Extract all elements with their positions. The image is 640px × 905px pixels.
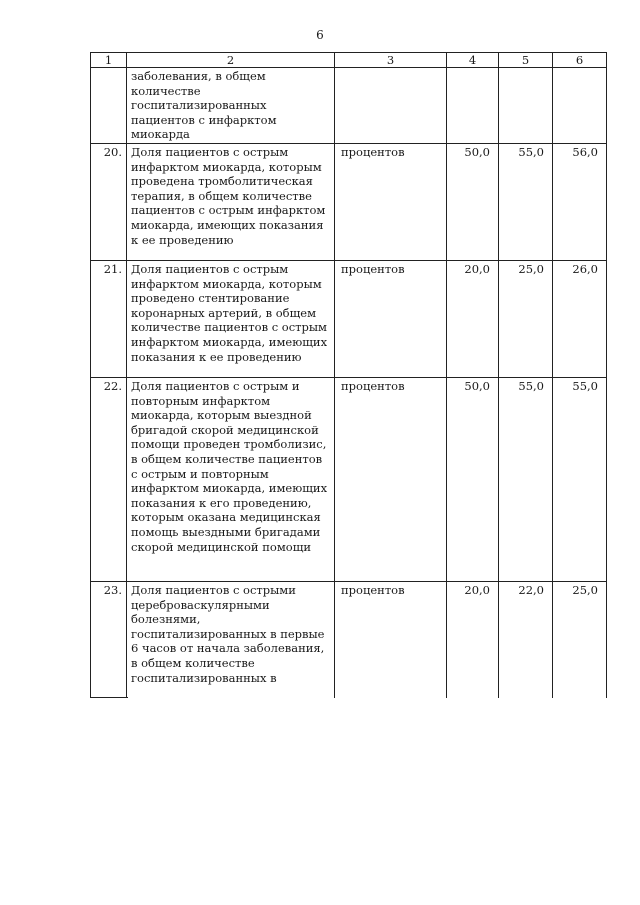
indicator-text: Доля пациентов с острым инфарктом миокарда, которым проведено стентирование коронарных артерий, в общем количестве пациентов с острым инфарктом миокарда, имеющих показания к ее проведению xyxy=(127,260,335,377)
unit-cell xyxy=(335,68,447,144)
indicator-text: Доля пациентов с острым инфарктом миокарда, которым проведена тромболитическая терапия, в общем количестве пациентов с острым инфарктом миокарда, имеющих показания к ее проведению xyxy=(127,143,335,260)
indicator-text: Доля пациентов с острыми цереброваскулярными болезнями, госпитализированных в первые 6 часов от начала заболевания, в общем количестве госпитализированных в xyxy=(127,581,335,698)
column-header-3: 3 xyxy=(335,53,447,68)
column-header-4: 4 xyxy=(447,53,499,68)
page-number: 6 xyxy=(316,28,324,42)
unit-cell: процентов xyxy=(335,377,447,581)
table-row xyxy=(91,260,607,377)
row-number: 22. xyxy=(91,377,127,581)
unit-cell: процентов xyxy=(335,260,447,377)
indicator-text: заболевания, в общем количестве госпитализированных пациентов с инфарктом миокарда xyxy=(127,68,335,144)
value-col5: 22,0 xyxy=(499,581,553,698)
value-col5: 55,0 xyxy=(499,377,553,581)
value-col6: 55,0 xyxy=(553,377,607,581)
row-number xyxy=(91,68,127,144)
unit-cell: процентов xyxy=(335,581,447,698)
row-number: 21. xyxy=(91,260,127,377)
value-col4: 20,0 xyxy=(447,260,499,377)
indicator-table xyxy=(90,52,607,698)
value-col5: 55,0 xyxy=(499,143,553,260)
value-col6: 25,0 xyxy=(553,581,607,698)
unit-cell: процентов xyxy=(335,143,447,260)
table-row xyxy=(91,581,607,698)
column-header-6: 6 xyxy=(553,53,607,68)
value-col5: 25,0 xyxy=(499,260,553,377)
table-row xyxy=(91,143,607,260)
value-col5 xyxy=(499,68,553,144)
value-col4: 20,0 xyxy=(447,581,499,698)
indicator-text: Доля пациентов с острым и повторным инфарктом миокарда, которым выездной бригадой скорой медицинской помощи проведен тромболизис, в общем количестве пациентов с острым и повторным инфарктом миокарда, имеющих показания к его проведению, которым оказана медицинская помощь выездными бригадами скорой медицинской помощи xyxy=(127,377,335,581)
value-col6: 56,0 xyxy=(553,143,607,260)
table-row xyxy=(91,68,607,144)
value-col4 xyxy=(447,68,499,144)
column-header-1: 1 xyxy=(91,53,127,68)
table-row xyxy=(91,377,607,581)
value-col4: 50,0 xyxy=(447,143,499,260)
row-number: 23. xyxy=(91,581,127,698)
table-header-row xyxy=(91,53,607,68)
column-header-2: 2 xyxy=(127,53,335,68)
column-header-5: 5 xyxy=(499,53,553,68)
value-col4: 50,0 xyxy=(447,377,499,581)
table-bottom-rule xyxy=(90,697,128,698)
value-col6 xyxy=(553,68,607,144)
row-number: 20. xyxy=(91,143,127,260)
value-col6: 26,0 xyxy=(553,260,607,377)
